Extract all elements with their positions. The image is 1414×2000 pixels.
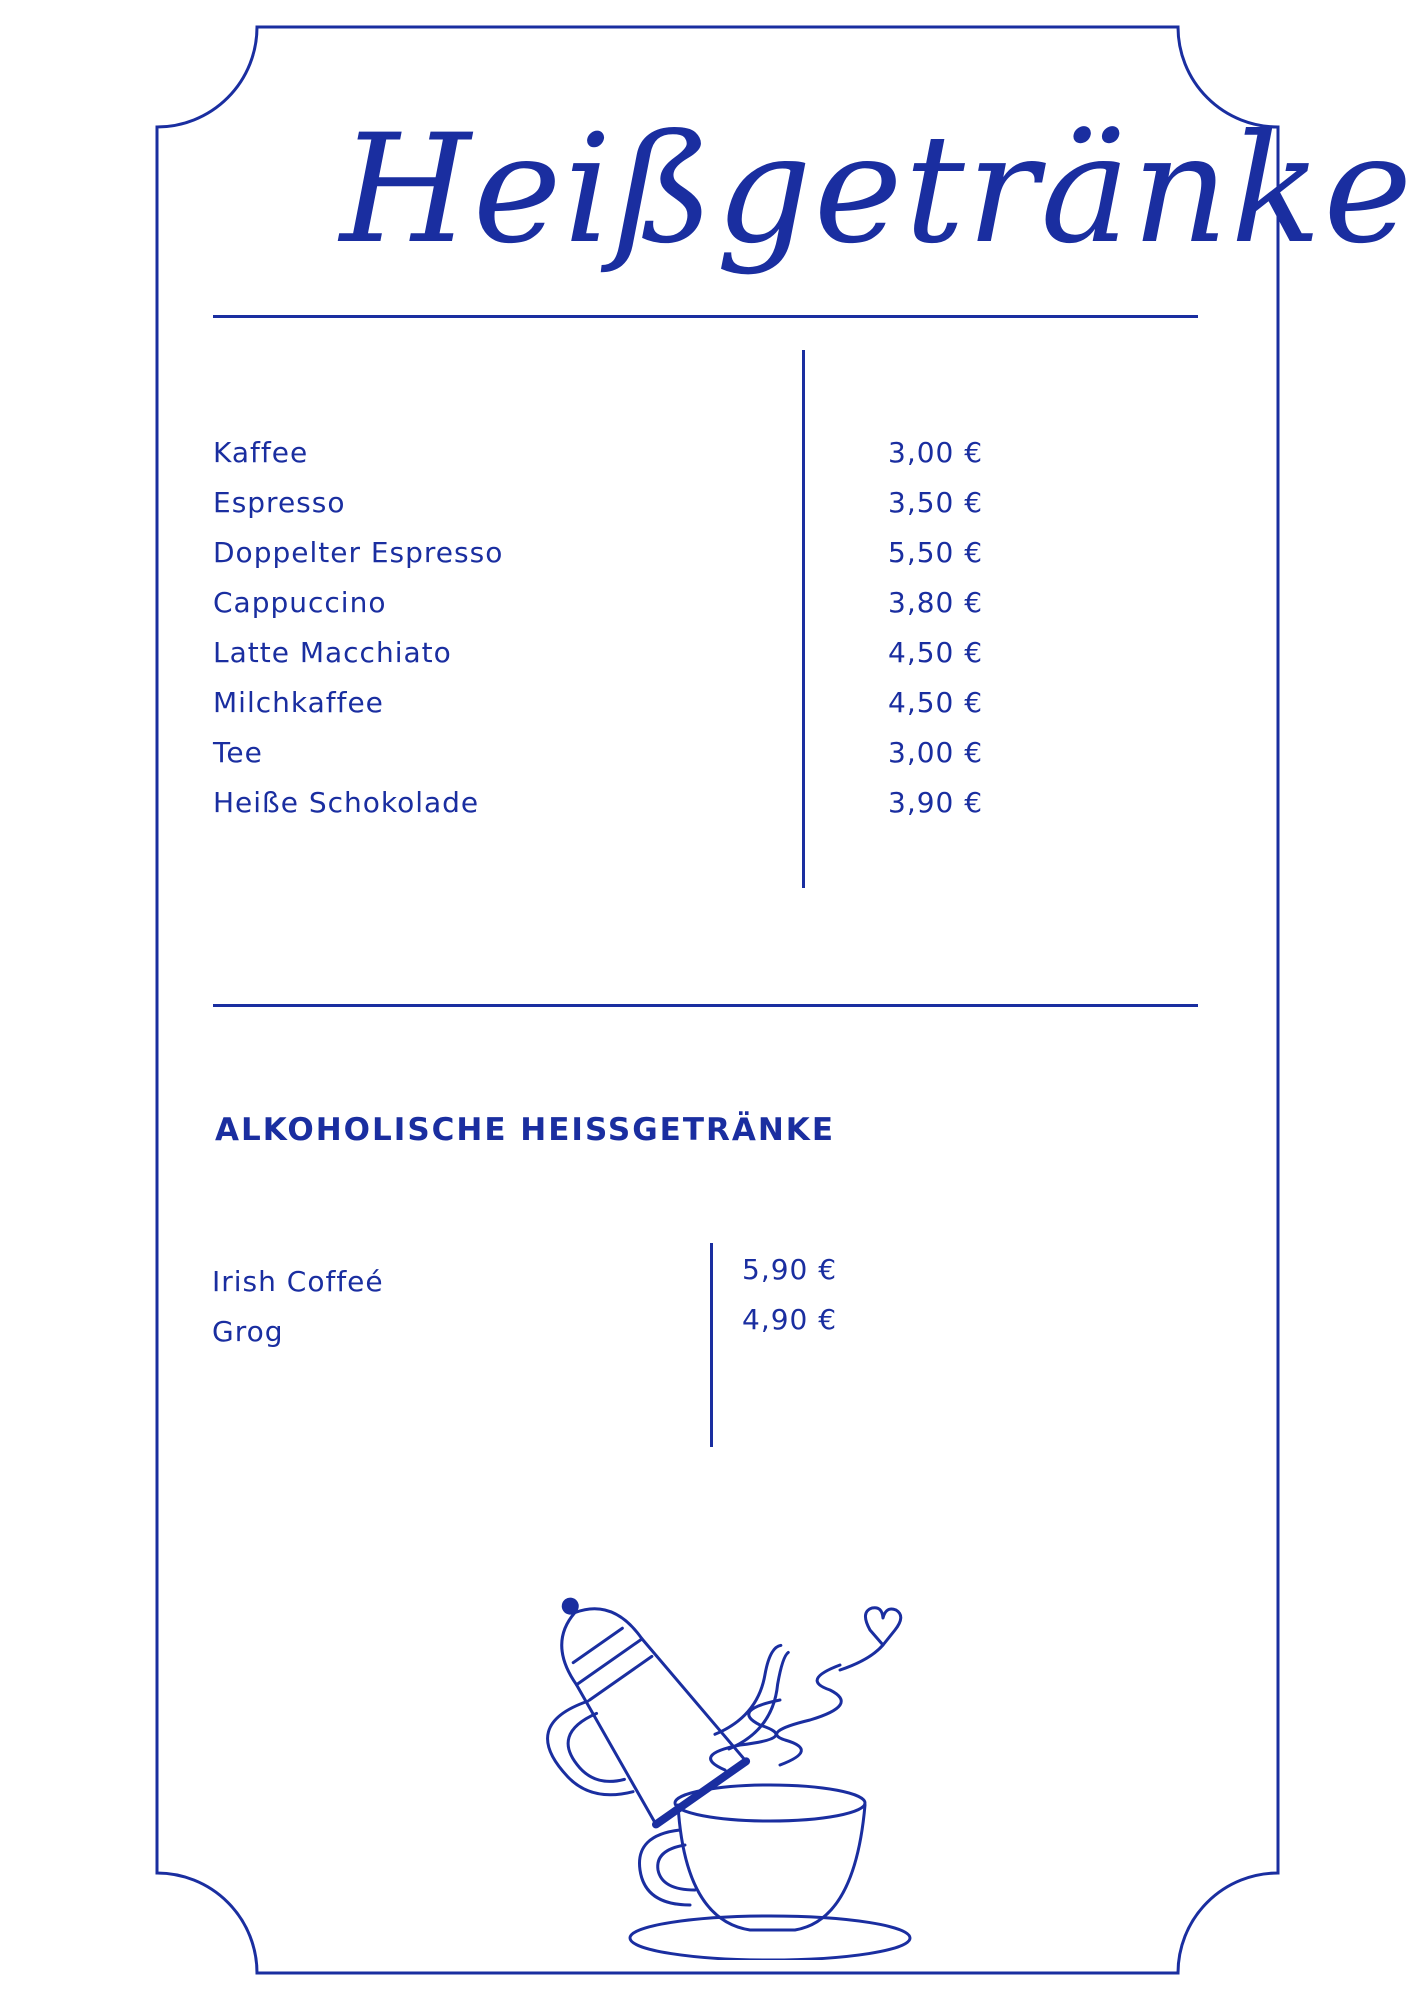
menu-item-name: Cappuccino [213, 586, 387, 619]
menu-item-name: Doppelter Espresso [213, 536, 504, 569]
menu-item-name: Tee [213, 736, 263, 769]
price-column-divider [802, 350, 805, 888]
page-title: Heißgetränke [340, 103, 1414, 277]
title-divider [213, 315, 1198, 318]
menu-item-name: Milchkaffee [213, 686, 384, 719]
menu-item-name: Kaffee [213, 436, 309, 469]
section-divider [213, 1004, 1198, 1007]
menu-item-price: 3,00 € [888, 436, 984, 469]
menu-item-price: 3,90 € [888, 786, 984, 819]
menu-item-name: Latte Macchiato [213, 636, 452, 669]
menu-item-price: 4,90 € [742, 1303, 838, 1336]
menu-item-price: 3,80 € [888, 586, 984, 619]
menu-item-price: 3,50 € [888, 486, 984, 519]
menu-item-price: 5,50 € [888, 536, 984, 569]
coffee-pot-and-cup-icon [440, 1520, 1040, 1960]
menu-item-price: 4,50 € [888, 636, 984, 669]
alcoholic-price-divider [710, 1243, 713, 1447]
menu-item-name: Irish Coffeé [212, 1265, 384, 1298]
menu-item-price: 5,90 € [742, 1253, 838, 1286]
menu-item-name: Heiße Schokolade [213, 786, 480, 819]
menu-item-name: Espresso [213, 486, 346, 519]
menu-item-price: 4,50 € [888, 686, 984, 719]
menu-item-name: Grog [212, 1315, 284, 1348]
section-heading: ALKOHOLISCHE HEISSGETRÄNKE [215, 1112, 835, 1148]
menu-item-price: 3,00 € [888, 736, 984, 769]
